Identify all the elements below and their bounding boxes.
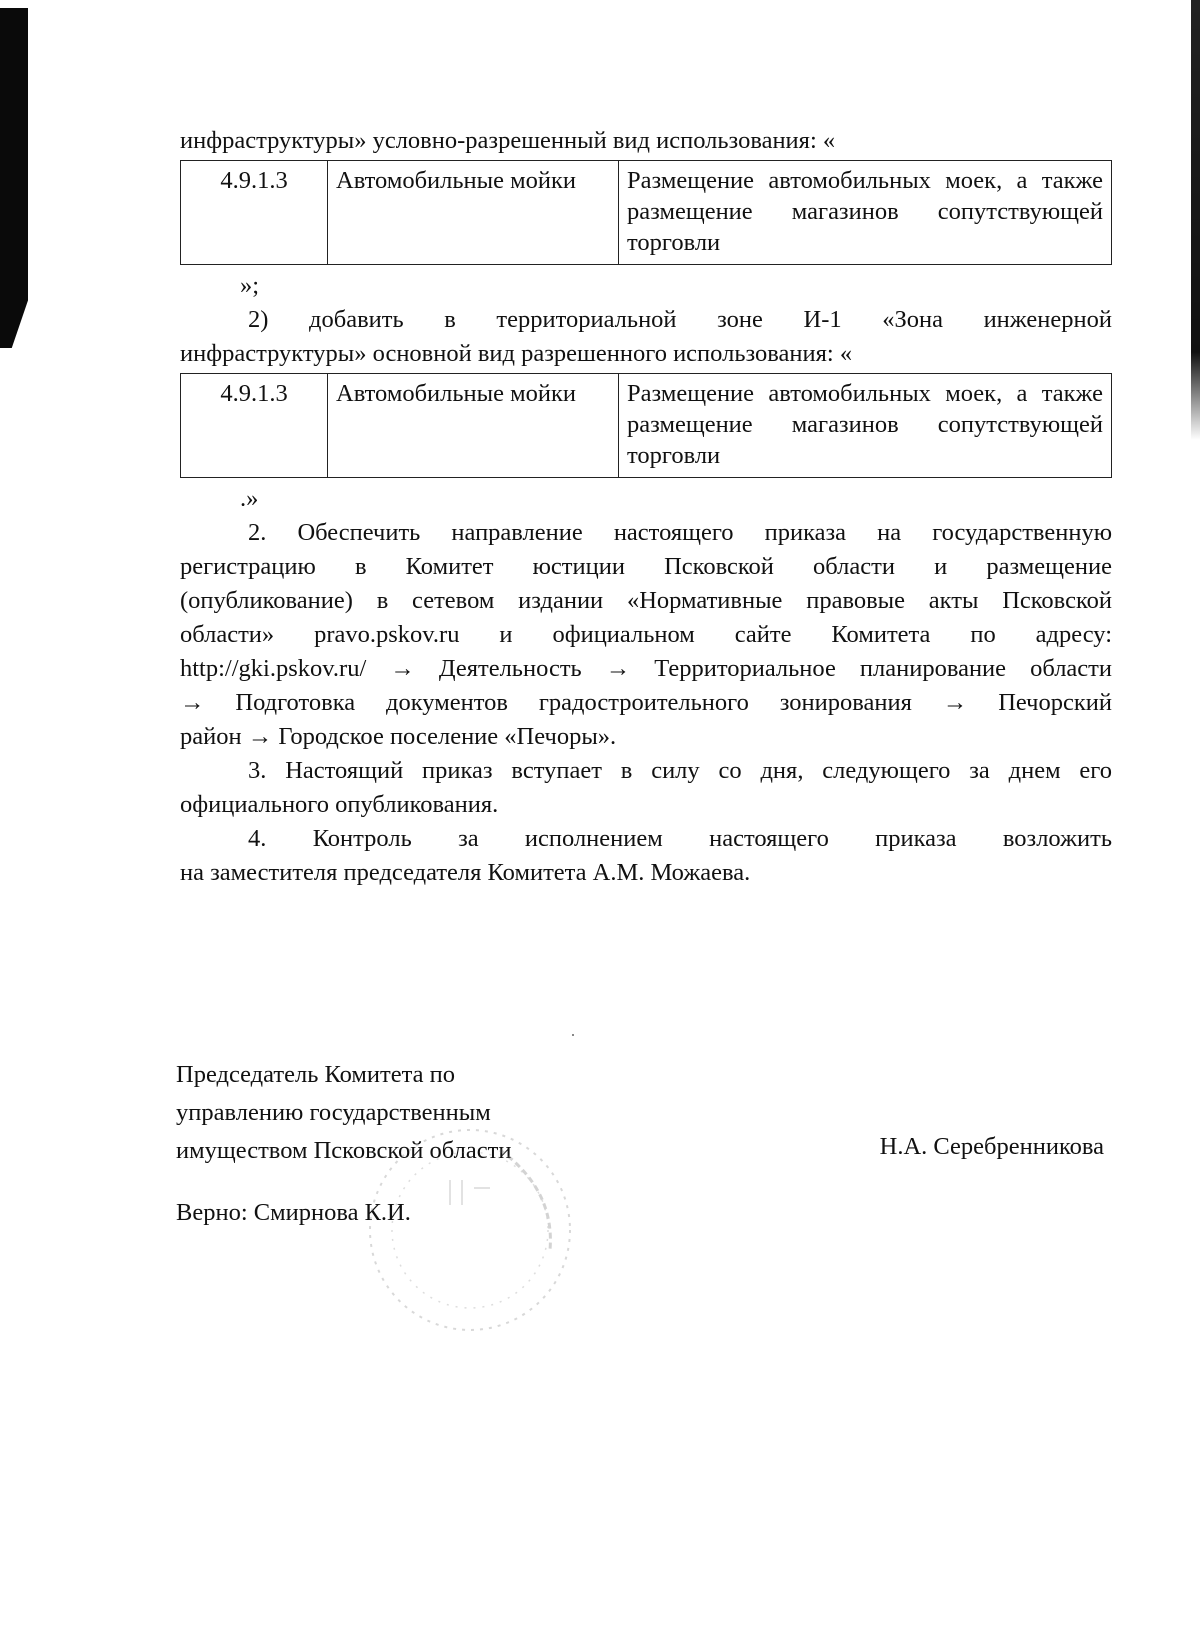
document-body (180, 124, 1112, 890)
table-row (181, 161, 1112, 265)
use-description-cell (619, 374, 1112, 478)
use-code-cell: 4.9.1.3 (181, 161, 328, 265)
description-line: торговли (627, 229, 721, 256)
paragraph-line: на заместителя председателя Комитета А.М. Можаева. (180, 859, 751, 886)
paragraph-line: http://gki.pskov.ru/ → Деятельность → Территориальное планирование области (180, 655, 1112, 682)
paragraph-line: области» pravo.pskov.ru и официальном сайте Комитета по адресу: (180, 621, 1112, 648)
paragraph-2 (180, 516, 1112, 754)
closing-quote-1: »; (240, 272, 260, 299)
paragraph-line: (опубликование) в сетевом издании «Нормативные правовые акты Псковской (180, 587, 1112, 614)
paragraph-line: официального опубликования. (180, 791, 499, 818)
paragraph-4 (180, 822, 1112, 890)
paragraph-3 (180, 754, 1112, 822)
paragraph-line: 2. Обеспечить направление настоящего приказа на государственную (248, 519, 1112, 546)
position-line: Председатель Комитета по (176, 1061, 455, 1088)
use-description-cell (619, 161, 1112, 265)
signatory-name: Н.А. Серебренникова (879, 1133, 1104, 1160)
use-name-cell: Автомобильные мойки (328, 374, 619, 478)
description-line: Размещение автомобильных моек, а также (627, 380, 1103, 407)
certified-copy-line: Верно: Смирнова К.И. (176, 1199, 411, 1226)
scan-speck (572, 1034, 574, 1036)
paragraph-line: регистрацию в Комитет юстиции Псковской области и размещение (180, 553, 1112, 580)
paragraph-line: → Подготовка документов градостроительного зонирования → Печорский (180, 689, 1112, 716)
closing-quote-2: .» (240, 485, 259, 512)
item-2-line-2: инфраструктуры» основной вид разрешенного использования: « (180, 340, 853, 367)
permitted-use-table-2 (180, 373, 1112, 478)
permitted-use-table-1 (180, 160, 1112, 265)
paragraph-line: район → Городское поселение «Печоры». (180, 723, 617, 750)
use-name-cell: Автомобильные мойки (328, 161, 619, 265)
description-line: размещение магазинов сопутствующей (627, 198, 1103, 225)
item-2-line-1: 2) добавить в территориальной зоне И-1 «Зона инженерной (248, 306, 1112, 333)
paragraph-line: 3. Настоящий приказ вступает в силу со дня, следующего за днем его (248, 757, 1112, 784)
description-line: размещение магазинов сопутствующей (627, 411, 1103, 438)
position-line: управлению государственным (176, 1099, 491, 1126)
paragraph-line: 4. Контроль за исполнением настоящего приказа возложить (248, 825, 1112, 852)
position-line: имуществом Псковской области (176, 1137, 512, 1164)
intro-line: инфраструктуры» условно-разрешенный вид использования: « (180, 127, 836, 154)
description-line: торговли (627, 442, 721, 469)
scan-edge-right (1191, 0, 1200, 440)
scan-edge-left (0, 8, 28, 348)
faded-stamp-icon (350, 1110, 590, 1350)
description-line: Размещение автомобильных моек, а также (627, 167, 1103, 194)
use-code-cell: 4.9.1.3 (181, 374, 328, 478)
table-row (181, 374, 1112, 478)
